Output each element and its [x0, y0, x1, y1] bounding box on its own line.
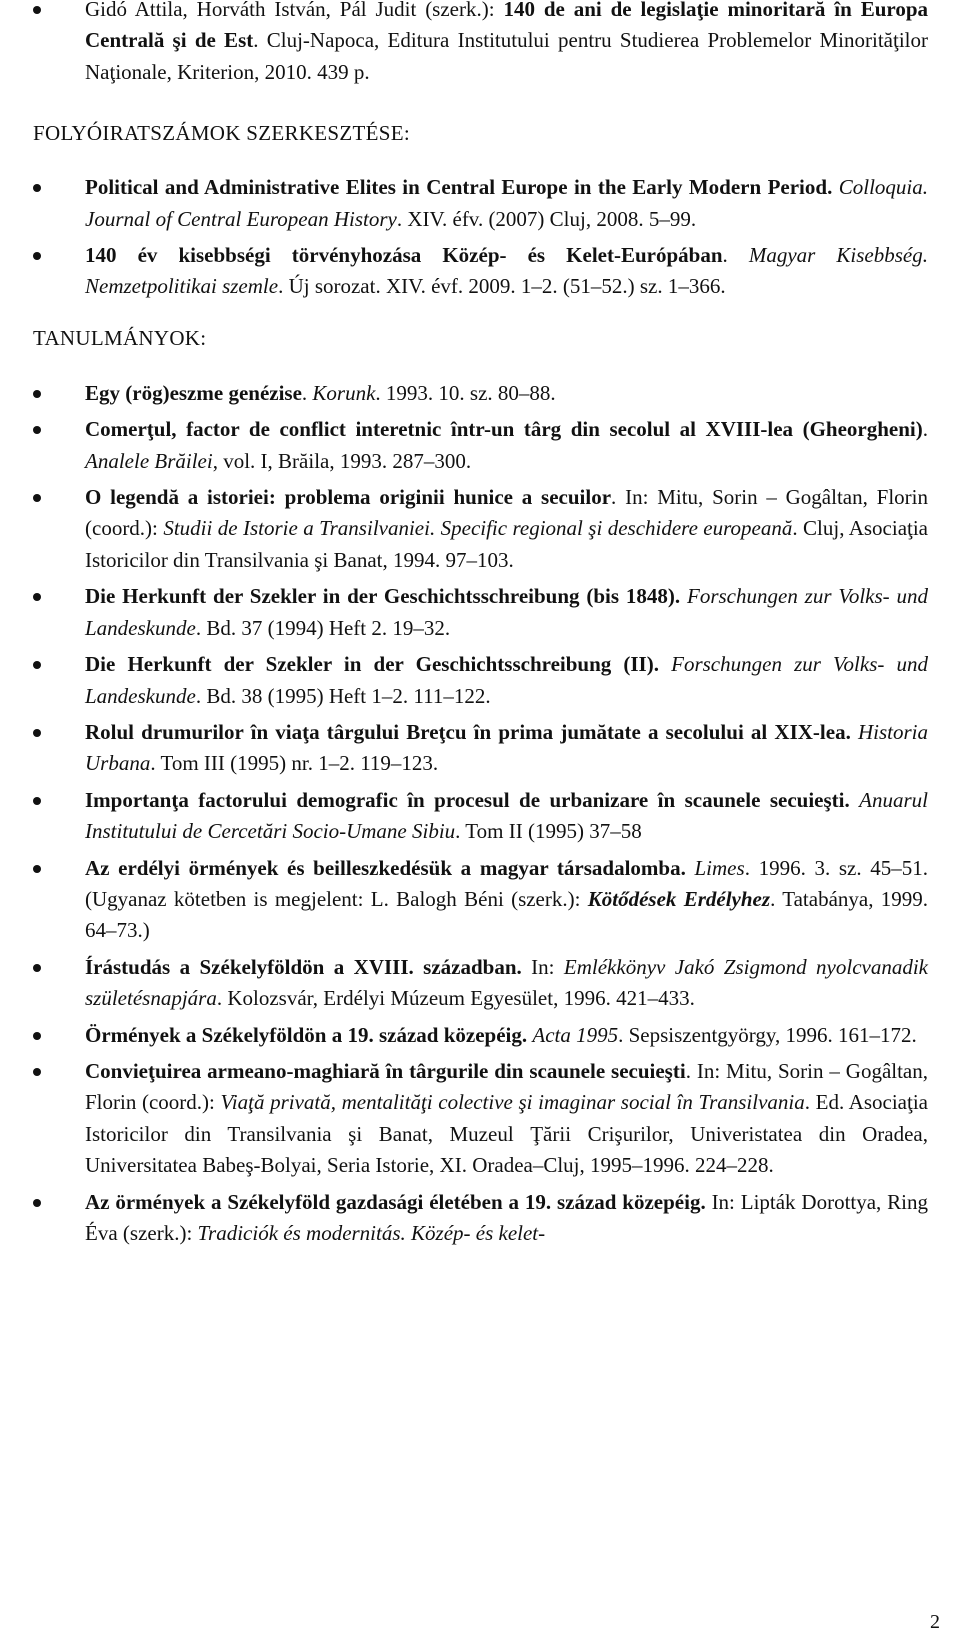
- entry-text: Gidó Attila, Horváth István, Pál Judit (szerk.):: [85, 0, 504, 21]
- entry-text: . Kolozsvár, Erdélyi Múzeum Egyesület, 1996. 421–433.: [216, 986, 695, 1011]
- bib-entry: [33, 853, 928, 947]
- bib-entry: [33, 1187, 928, 1250]
- entry-source: Analele Brăilei: [85, 448, 213, 473]
- section-heading-journal-editing: FOLYÓIRATSZÁMOK SZERKESZTÉSE:: [33, 121, 411, 146]
- entry-text: In:: [521, 954, 564, 979]
- entry-source: Limes: [694, 855, 745, 880]
- bib-entry: [33, 240, 928, 303]
- bib-entry: [33, 172, 928, 235]
- entry-source: Acta 1995: [532, 1022, 619, 1047]
- bullet-icon: [33, 1032, 41, 1040]
- section-heading-studies: TANULMÁNYOK:: [33, 325, 207, 350]
- entry-title: Írástudás a Székelyföldön a XVIII. században.: [85, 954, 522, 979]
- bullet-icon: [33, 593, 41, 601]
- entry-title: O legendă a istoriei: problema originii hunice a secuilor: [85, 485, 612, 510]
- entry-text: . Tom III (1995) nr. 1–2. 119–123.: [150, 751, 439, 776]
- entry-text: .: [922, 417, 928, 442]
- entry-source: Emlékkönyv Jakó Zsigmond nyolcvanadik születésnapjára: [85, 954, 928, 1011]
- entry-text: . Bd. 37 (1994) Heft 2. 19–32.: [195, 615, 451, 640]
- bullet-icon: [33, 964, 41, 972]
- entry-text: . Cluj-Napoca, Editura Institutului pentru Studierea Problemelor Minorităţilor Naţionale, Kriterion, 2010. 439 p.: [85, 28, 928, 84]
- entry-text: , vol. I, Brăila, 1993. 287–300.: [212, 448, 472, 473]
- entry-title: Political and Administrative Elites in Central Europe in the Early Modern Period.: [85, 175, 839, 200]
- bullet-icon: [33, 390, 41, 398]
- entry-text: . Új sorozat. XIV. évf. 2009. 1–2. (51–52.) sz. 1–366.: [278, 274, 726, 299]
- bullet-icon: [33, 6, 41, 14]
- entry-title: Egy (rög)eszme genézise: [85, 380, 302, 405]
- entry-title: Comerţul, factor de conflict interetnic într-un târg din secolul al XVIII-lea (Gheorgheni): [85, 417, 923, 442]
- entry-source: Magyar Kisebbség. Nemzetpolitikai szemle: [85, 243, 928, 299]
- entry-source: Tradiciók és modernitás. Közép- és kelet-: [197, 1221, 546, 1245]
- bullet-icon: [33, 426, 41, 434]
- bullet-icon: [33, 1199, 41, 1207]
- bib-entry: [33, 414, 928, 477]
- entry-source: Historia Urbana: [85, 719, 928, 776]
- bib-entry: [33, 952, 928, 1015]
- entry-source: Forschungen zur Volks- und Landeskunde: [85, 652, 929, 708]
- entry-text: . 1996. 3. sz. 45–51. (Ugyanaz kötetben is megjelent: L. Balogh Béni (szerk.):: [85, 855, 929, 911]
- entry-text: . In: Mitu, Sorin – Gogâltan, Florin (coord.):: [85, 485, 928, 541]
- entry-title: Importanţa factorului demografic în procesul de urbanizare în scaunele secuieşti.: [85, 787, 850, 812]
- bib-entry: [33, 1020, 928, 1051]
- bibliography-content: [33, 0, 928, 1254]
- entry-text: . Cluj, Asociaţia Istoricilor din Transilvania şi Banat, 1994. 97–103.: [85, 516, 929, 572]
- entry-source: Korunk: [312, 380, 376, 405]
- entry-text: [851, 720, 858, 744]
- entry-title: Convieţuirea armeano-maghiară în târgurile din scaunele secuieşti: [85, 1058, 686, 1083]
- bullet-icon: [33, 184, 41, 192]
- bullet-icon: [33, 729, 41, 737]
- bib-entry: [33, 378, 928, 409]
- entry-title: Die Herkunft der Szekler in der Geschichtsschreibung (bis 1848).: [85, 584, 681, 609]
- entry-text: . Tatabánya, 1999. 64–73.): [85, 886, 929, 943]
- entry-text: . In: Mitu, Sorin – Gogâltan, Florin (coord.):: [85, 1058, 928, 1115]
- bullet-icon: [33, 1068, 41, 1076]
- entry-source: Studii de Istorie a Transilvaniei. Specific regional şi deschidere europeană: [163, 516, 793, 541]
- entry-text: . XIV. éfv. (2007) Cluj, 2008. 5–99.: [396, 206, 697, 231]
- entry-text: .: [301, 380, 313, 405]
- bib-entry: [33, 649, 928, 712]
- entry-source: Anuarul Institutului de Cercetări Socio-Umane Sibiu: [85, 787, 928, 844]
- entry-title: Az erdélyi örmények és beilleszkedésük a magyar társadalomba.: [85, 855, 686, 880]
- studies-list: [33, 378, 928, 1250]
- bib-entry: [33, 482, 928, 576]
- bullet-icon: [33, 494, 41, 502]
- entry-title: Kötődések Erdélyhez: [587, 886, 771, 911]
- entry-text: [850, 788, 859, 812]
- entry-title: 140 de ani de legislaţie minoritară în Europa Centrală şi de Est: [85, 0, 928, 53]
- entry-text: . Tom II (1995) 37–58: [455, 819, 642, 844]
- entry-text: . Bd. 38 (1995) Heft 1–2. 111–122.: [195, 683, 491, 708]
- bullet-icon: [33, 797, 41, 805]
- edited-volumes-list: [33, 0, 928, 88]
- entry-source: Forschungen zur Volks- und Landeskunde: [85, 584, 929, 640]
- bib-entry: [33, 581, 928, 644]
- entry-title: Az örmények a Székelyföld gazdasági életében a 19. század közepéig.: [85, 1189, 706, 1214]
- bullet-icon: [33, 252, 41, 260]
- bullet-icon: [33, 661, 41, 669]
- entry-title: Rolul drumurilor în viaţa târgului Breţcu în prima jumătate a secolului al XIX-lea.: [85, 719, 851, 744]
- entry-text: [686, 856, 695, 880]
- entry-text: . Ed. Asociaţia Istoricilor din Transilvania şi Banat, Muzeul Ţării Crişurilor, Univeristatea din Oradea, Universitatea Babeş-Bolyai, Seria Istorie, XI. Oradea–Cluj, 1995–1996. 224–228.: [85, 1090, 928, 1178]
- bib-entry: [33, 785, 928, 848]
- entry-title: 140 év kisebbségi törvényhozása Közép- és Kelet-Európában: [85, 243, 723, 268]
- entry-source: Viaţă privată, mentalităţi colective şi imaginar social în Transilvania: [220, 1090, 805, 1115]
- entry-text: . 1993. 10. sz. 80–88.: [375, 380, 556, 405]
- entry-text: [659, 652, 671, 676]
- bib-entry: [33, 717, 928, 780]
- entry-title: Die Herkunft der Szekler in der Geschichtsschreibung (II).: [85, 652, 659, 677]
- entry-source: Colloquia. Journal of Central European History: [85, 175, 928, 231]
- journal-editing-list: [33, 172, 928, 303]
- entry-title: Örmények a Székelyföldön a 19. század közepéig.: [85, 1022, 528, 1047]
- entry-text: In: Lipták Dorottya, Ring Éva (szerk.):: [85, 1189, 928, 1245]
- entry-text: [680, 584, 687, 608]
- bullet-icon: [33, 865, 41, 873]
- entry-text: .: [722, 243, 749, 268]
- bib-entry: [33, 1056, 928, 1182]
- bib-entry: [33, 0, 928, 88]
- entry-text: . Sepsiszentgyörgy, 1996. 161–172.: [618, 1022, 917, 1047]
- page-number: 2: [930, 1611, 940, 1633]
